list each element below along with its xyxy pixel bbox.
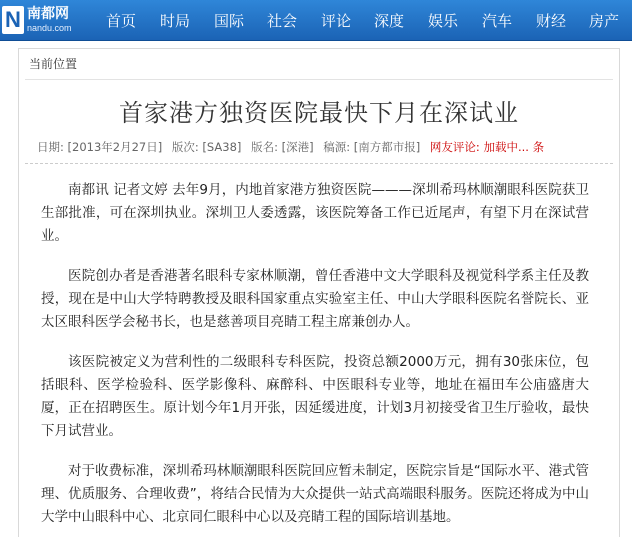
article-paragraph: 南都讯 记者文婷 去年9月，内地首家港方独资医院———深圳希玛林顺潮眼科医院获卫生部批准，可在深圳执业。深圳卫人委透露，该医院筹备工作已近尾声，有望下月在深试营业。 bbox=[41, 182, 589, 244]
breadcrumb: 当前位置 bbox=[29, 57, 78, 71]
article-paragraph: 医院创办者是香港著名眼科专家林顺潮，曾任香港中文大学眼科及视觉科学系主任及教授，现在是中山大学特聘教授及眼科国家重点实验室主任、中山大学眼科医院名誉院长、亚太区眼科医学会秘书长，也是慈善项目亮睛工程主席兼创办人。 bbox=[41, 268, 589, 330]
meta-edition: 版次: [SA38] bbox=[171, 140, 242, 154]
meta-date: 日期: [2013年2月27日] bbox=[37, 140, 163, 154]
nav-item-auto[interactable]: 汽车 bbox=[482, 12, 513, 30]
nav-item-property[interactable]: 房产 bbox=[589, 12, 620, 30]
meta-section: 版名: [深港] bbox=[251, 140, 314, 154]
article-meta bbox=[37, 139, 544, 155]
meta-divider bbox=[25, 163, 613, 164]
logo-domain: nandu.com bbox=[27, 23, 72, 33]
site-logo[interactable] bbox=[2, 6, 82, 36]
comments-link[interactable]: 网友评论: 加载中... 条 bbox=[429, 140, 545, 154]
main-nav bbox=[86, 0, 632, 40]
article-frame bbox=[18, 48, 620, 537]
nav-item-entertainment[interactable]: 娱乐 bbox=[428, 12, 459, 30]
logo-name: 南都网 bbox=[27, 6, 69, 22]
meta-source: 稿源: [南方都市报] bbox=[323, 140, 421, 154]
article-paragraph: 该医院被定义为营利性的二级眼科专科医院，投资总额2000万元，拥有30张床位，包括眼科、医学检验科、医学影像科、麻醉科、中医眼科专业等，地址在福田车公庙盛唐大厦，正在招聘医生。原计划今年1月开张，因延缓进度，计划3月初接受省卫生厅验收，最快下月试营业。 bbox=[41, 354, 589, 439]
nav-item-opinion[interactable]: 评论 bbox=[321, 12, 352, 30]
nav-item-international[interactable]: 国际 bbox=[214, 12, 245, 30]
article-paragraph: 对于收费标准，深圳希玛林顺潮眼科医院回应暂未制定，医院宗旨是“国际水平、港式管理、优质服务、合理收费”，将结合民情为大众提供一站式高端眼科服务。医院还将成为中山大学中山眼科中心、北京同仁眼科中心以及亮睛工程的国际培训基地。 bbox=[41, 463, 589, 525]
logo-mark-icon: N bbox=[2, 6, 24, 34]
nav-item-home[interactable]: 首页 bbox=[106, 12, 137, 30]
nav-item-finance[interactable]: 财经 bbox=[536, 12, 567, 30]
nav-item-politics[interactable]: 时局 bbox=[160, 12, 191, 30]
nav-item-society[interactable]: 社会 bbox=[267, 12, 298, 30]
breadcrumb-divider bbox=[25, 79, 613, 80]
article-title: 首家港方独资医院最快下月在深试业 bbox=[119, 99, 519, 127]
top-nav-bar bbox=[0, 0, 632, 41]
nav-item-indepth[interactable]: 深度 bbox=[374, 12, 405, 30]
